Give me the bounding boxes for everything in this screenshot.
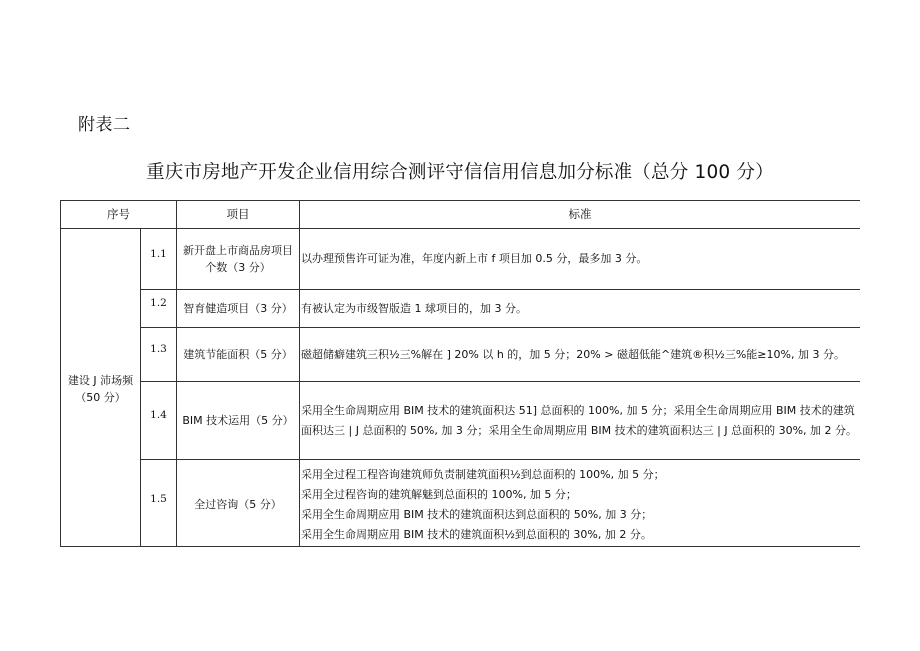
row-number: 1.1 — [141, 229, 177, 290]
row-standard — [300, 460, 861, 548]
row-number: 1.2 — [141, 290, 177, 328]
table-row — [61, 382, 861, 460]
row-standard: 有被认定为市级智版造 1 球项目的，加 3 分。 — [300, 290, 861, 328]
row-number: 1.4 — [141, 382, 177, 460]
header-standard: 标准 — [300, 201, 861, 229]
category-score: （50 分） — [75, 391, 126, 404]
standard-line: 采用全生命周期应用 BIM 技术的建筑面积½到总面积的 30%, 加 2 分。 — [301, 527, 652, 541]
standard-line: 采用全生命周期应用 BIM 技术的建筑面积达到总面积的 50%, 加 3 分； — [301, 507, 653, 521]
table-row — [61, 290, 861, 328]
row-number: 1.5 — [141, 460, 177, 548]
category-cell — [61, 229, 141, 548]
category-name: 建设 J 沛场频 — [67, 374, 134, 387]
row-standard: 以办理预售许可证为准，年度内新上市 f 项目加 0.5 分，最多加 3 分。 — [300, 229, 861, 290]
table-header-row — [61, 201, 861, 229]
document-title: 重庆市房地产开发企业信用综合测评守信信用信息加分标准（总分 100 分） — [146, 162, 774, 183]
bonus-standard-table — [60, 200, 860, 547]
row-item: 智育健造项目（3 分） — [177, 290, 300, 328]
standard-line: 采用全过程工程咨询建筑师负责制建筑面积½到总面积的 100%, 加 5 分； — [301, 467, 665, 481]
row-item: 建筑节能面积（5 分） — [177, 328, 300, 382]
table-row — [61, 229, 861, 290]
header-seq: 序号 — [61, 201, 177, 229]
table-row — [61, 460, 861, 548]
standard-line: 采用全过程咨询的建筑解魅到总面积的 100%, 加 5 分； — [301, 487, 577, 501]
row-item: 全过咨询（5 分） — [177, 460, 300, 548]
appendix-label: 附表二 — [78, 115, 131, 135]
header-item: 项目 — [177, 201, 300, 229]
row-standard: 采用全生命周期应用 BIM 技术的建筑面积达 51] 总面积的 100%, 加 5 分；采用全生命周期应用 BIM 技术的建筑面积达三 | J 总面积的 50%, 加 3 分；采用全生命周期应用 BIM 技术的建筑面积达三 | J 总面积的 30%, 加 2 分。 — [300, 382, 861, 460]
row-number: 1.3 — [141, 328, 177, 382]
bonus-standard-table-wrapper — [60, 200, 860, 547]
row-item: 新开盘上市商品房项目个数（3 分） — [177, 229, 300, 290]
table-row — [61, 328, 861, 382]
row-item: BIM 技术运用（5 分） — [177, 382, 300, 460]
row-standard: 磁超储癖建筑三积½三%解在 ] 20% 以 h 的，加 5 分；20% > 磁超低能^建筑®积½三%能≥10%, 加 3 分。 — [300, 328, 861, 382]
